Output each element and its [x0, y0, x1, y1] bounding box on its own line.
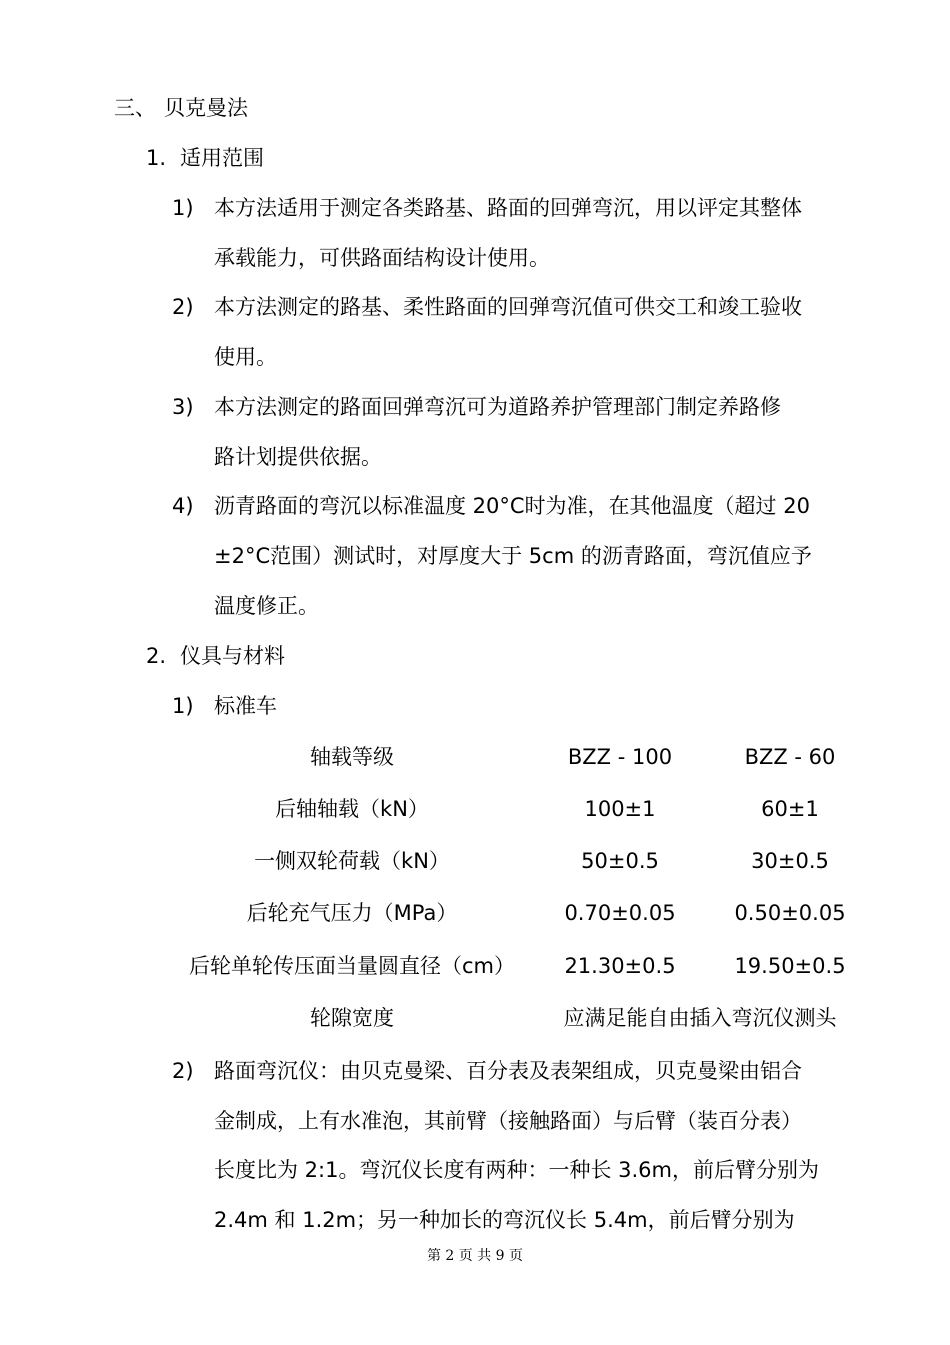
table-cell-value: 0.50±0.05 [734, 901, 846, 925]
list-item-text: 路计划提供依据。 [214, 445, 382, 469]
page-footer: 第 2 页 共 9 页 [426, 1248, 524, 1264]
list-item-number: 1) [172, 196, 194, 220]
table-cell-value: 0.70±0.05 [564, 901, 676, 925]
table-cell-value: 100±1 [584, 797, 656, 821]
table-cell-label: 后轮单轮传压面当量圆直径（cm） [188, 954, 515, 978]
table-cell-value: 50±0.5 [581, 849, 659, 873]
table-cell-label: 后轮充气压力（MPa） [246, 901, 458, 925]
table-cell-label: 一侧双轮荷载（kN） [254, 849, 450, 873]
list-item-text: 金制成，上有水准泡，其前臂（接触路面）与后臂（装百分表） [214, 1109, 802, 1133]
subsection-2-title: 仪具与材料 [180, 644, 285, 668]
subsection-1-number: 1. [146, 146, 167, 170]
table-cell-label: 轮隙宽度 [310, 1006, 394, 1030]
table-cell-value: 30±0.5 [751, 849, 829, 873]
list-item-text: 温度修正。 [214, 594, 319, 618]
list-item-text: 2.4m 和 1.2m；另一种加长的弯沉仪长 5.4m，前后臂分别为 [214, 1208, 795, 1232]
list-item-text: 本方法适用于测定各类路基、路面的回弹弯沉，用以评定其整体 [214, 196, 802, 220]
list-item-text: 标准车 [214, 694, 277, 718]
list-item-number: 1) [172, 694, 194, 718]
subsection-1-title: 适用范围 [180, 146, 264, 170]
section-title: 贝克曼法 [164, 96, 248, 120]
list-item-number: 3) [172, 395, 194, 419]
table-cell-label: 轴载等级 [310, 745, 394, 769]
table-cell-value: 应满足能自由插入弯沉仪测头 [563, 1006, 837, 1030]
table-cell-value: BZZ - 60 [744, 745, 836, 769]
list-item-text: 沥青路面的弯沉以标准温度 20°C时为准，在其他温度（超过 20 [214, 494, 810, 518]
table-cell-value: BZZ - 100 [567, 745, 673, 769]
table-cell-value: 21.30±0.5 [564, 954, 676, 978]
list-item-number: 2) [172, 1059, 194, 1083]
list-item-text: 路面弯沉仪：由贝克曼梁、百分表及表架组成，贝克曼梁由铝合 [214, 1059, 802, 1083]
list-item-number: 2) [172, 295, 194, 319]
list-item-text: 承载能力，可供路面结构设计使用。 [214, 246, 550, 270]
list-item-text: ±2°C范围）测试时，对厚度大于 5cm 的沥青路面，弯沉值应予 [214, 544, 812, 568]
table-cell-value: 60±1 [761, 797, 819, 821]
list-item-text: 本方法测定的路面回弹弯沉可为道路养护管理部门制定养路修 [214, 395, 781, 419]
list-item-text: 本方法测定的路基、柔性路面的回弹弯沉值可供交工和竣工验收 [214, 295, 802, 319]
list-item-text: 使用。 [214, 345, 277, 369]
list-item-number: 4) [172, 494, 194, 518]
list-item-text: 长度比为 2:1。弯沉仪长度有两种：一种长 3.6m，前后臂分别为 [214, 1158, 819, 1182]
table-cell-value: 19.50±0.5 [734, 954, 846, 978]
section-number: 三、 [114, 96, 156, 120]
subsection-2-number: 2. [146, 644, 167, 668]
table-cell-label: 后轴轴载（kN） [275, 797, 429, 821]
